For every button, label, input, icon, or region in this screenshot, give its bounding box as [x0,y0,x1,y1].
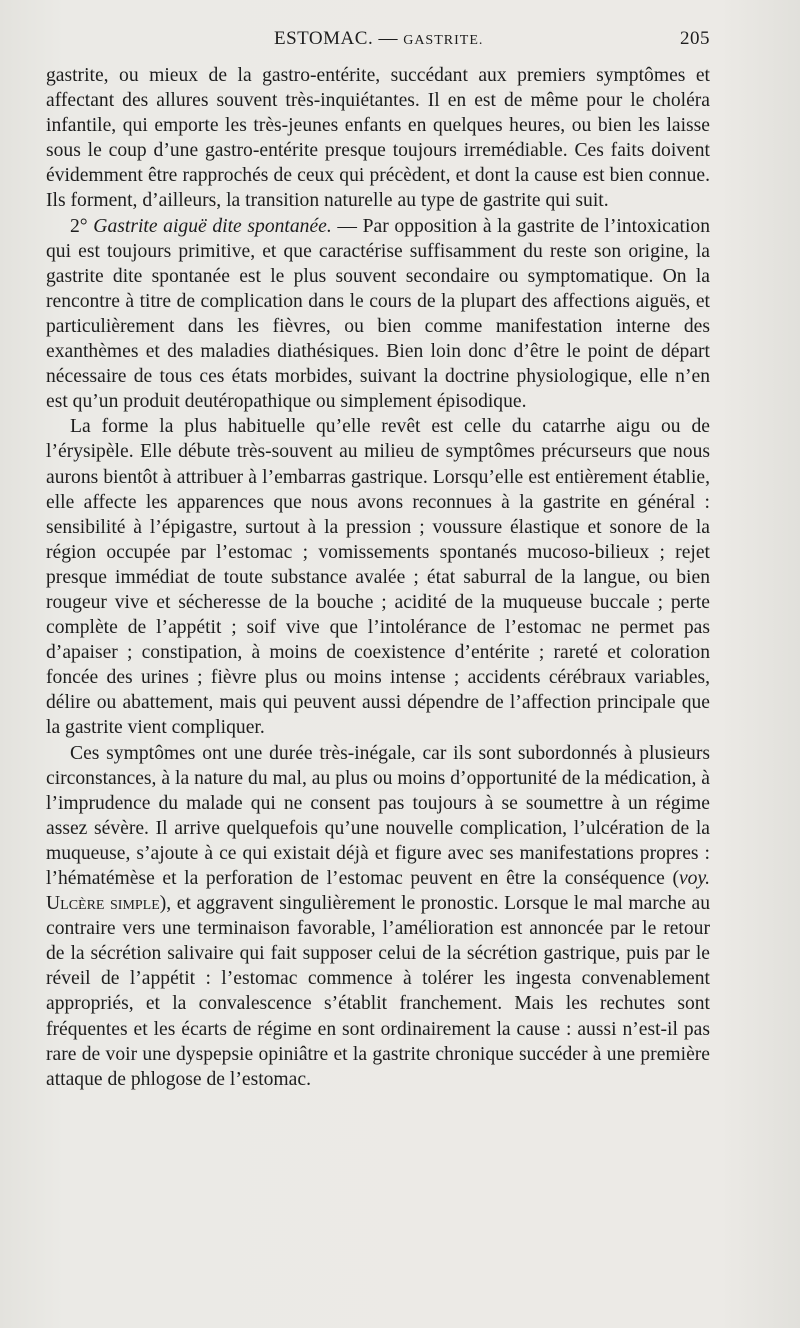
paragraph-4 [46,741,710,1092]
paragraph-2 [46,214,710,415]
paragraph-4-part-b: ), et aggravent singulièrement le pronostic. Lorsque le mal marche au contraire vers une terminaison favorable, l’amélioration est annoncée par le retour de la sécrétion salivaire qui fait supposer celui de la sécrétion gastrique, puis par le réveil de l’appétit : l’estomac commence à tolérer les ingesta convenablement appropriés, et la convalescence s’établit franchement. Mais les rechutes sont fréquentes et les écarts de régime en sont ordinairement la cause : aussi n’est-il pas rare de voir une dyspepsie opiniâtre et la gastrite chronique succéder à une première attaque de phlogose de l’estomac. [46,893,710,1090]
running-title [274,28,483,50]
cross-reference-voy: voy. [678,868,710,889]
running-header [46,28,710,54]
paragraph-4-part-a: Ces symptômes ont une durée très-inégale, car ils sont subordonnés à plusieurs circonstances, à la nature du mal, au plus ou moins d’opportunité de la médication, à l’imprudence du malade qui ne consent pas toujours à se soumettre à un régime assez sévère. Il arrive quelquefois qu’une nouvelle complication, l’ulcération de la muqueuse, s’ajoute à ce qui existait déjà et figure avec ses manifestations propres : l’hématémèse et la perforation de l’estomac peuvent en être la conséquence ( [46,742,710,889]
body-text [46,63,710,1092]
section-number: 2° [70,215,94,237]
page-number: 205 [680,28,710,49]
cross-reference-target: Ulcère simple [46,893,160,915]
paragraph-1: gastrite, ou mieux de la gastro-entérite, succédant aux premiers symptômes et affectant des allures souvent très-inquiétantes. Il en est de même pour le choléra infantile, qui emporte les très-jeunes enfants en quelques heures, ou bien les laisse sous le coup d’une gastro-entérite presque toujours irremédiable. Ces faits doivent évidemment être rapprochés de ceux qui précèdent, et dont la cause est bien connue. Ils forment, d’ailleurs, la transition naturelle au type de gastrite qui suit. [46,65,710,212]
running-title-subtitle: GASTRITE. [403,33,484,48]
section-heading: Gastrite aiguë dite spontanée. [93,215,332,237]
paragraph-3: La forme la plus habituelle qu’elle revêt est celle du catarrhe aigu ou de l’érysipèle. Elle débute très-souvent au milieu de symptômes précurseurs que nous aurons bientôt à attribuer à l’embarras gastrique. Lorsqu’elle est entièrement établie, elle affecte les apparences que nous avons reconnues à la gastrite en général : sensibilité à l’épigastre, surtout à la pression ; voussure élastique et sonore de la région occupée par l’estomac ; vomissements spontanés mucoso-bilieux ; rejet presque immédiat de toute substance avalée ; état saburral de la langue, ou bien rougeur vive et sécheresse de la bouche ; acidité de la muqueuse buccale ; perte complète de l’appétit ; soif vive que l’intolérance de l’estomac ne permet pas d’apaiser ; constipation, à moins de coexistence d’entérite ; rareté et coloration foncée des urines ; fièvre plus ou moins intense ; accidents cérébraux variables, délire ou abattement, mais qui peuvent aussi dépendre de l’affection principale que la gastrite vient compliquer. [46,416,710,739]
paragraph-2-text: — Par opposition à la gastrite de l’intoxication qui est toujours primitive, et que caractérise suffisamment du reste son origine, la gastrite dite spontanée est le plus souvent secondaire ou symptomatique. On la rencontre à titre de complication dans le cours de la plupart des affections aiguës, et particulièrement dans les fièvres, ou bien comme manifestation interne des exanthèmes et des maladies diathésiques. Bien loin donc d’être le point de départ nécessaire de tous ces états morbides, suivant la doctrine physiologique, elle n’en est qu’un produit deutéropathique ou simplement épisodique. [46,215,710,413]
running-title-main: ESTOMAC. — [274,28,404,49]
